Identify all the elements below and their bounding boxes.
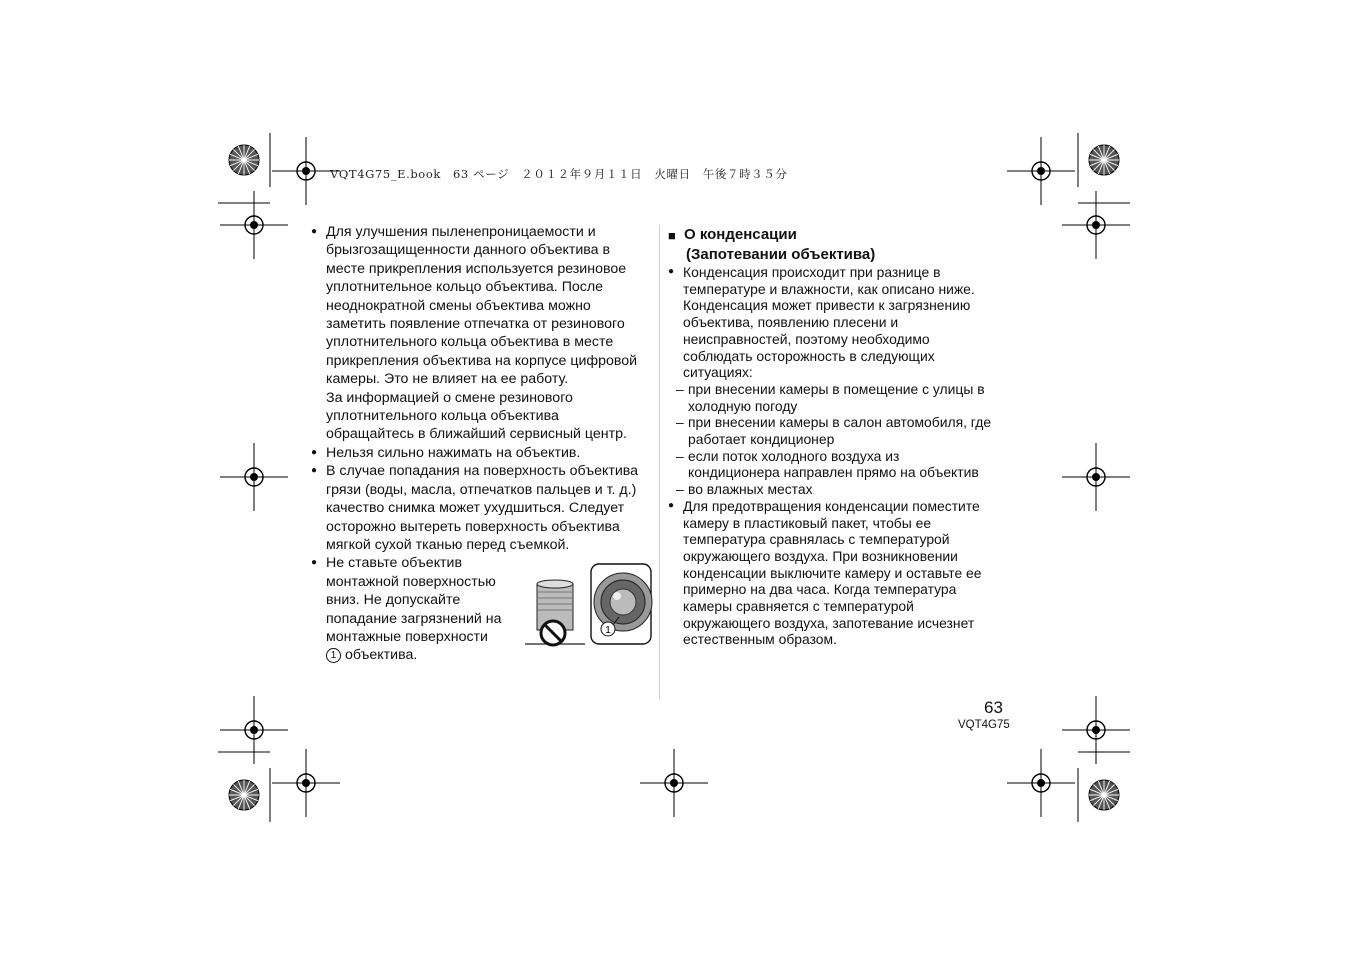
- section-heading-condensation: ■ О конденсации (Запотевании объектива): [668, 226, 876, 263]
- document-code: VQT4G75: [958, 719, 1010, 731]
- registration-star-top-right: [1089, 145, 1119, 175]
- print-slug-header: VQT4G75_E.book 63 ページ ２０１２年９月１１日 火曜日 午後７時３５分: [330, 167, 788, 181]
- registration-star-top-left: [229, 145, 259, 175]
- bullet-prevention: ● Для предотвращения конденсации поместите камеру в пластиковый пакет, чтобы ее температура сравнялась с температурой окружающего воздуха. При возникновении конденсации выключите камеру и оставьте ее примерно на два часа. Когда температура камеры сравняется с температурой окружающего воздуха, запотевание исчезнет естественным образом.: [668, 498, 1013, 648]
- right-column: [668, 225, 1013, 648]
- registration-star-bottom-right: [1089, 780, 1119, 810]
- bullet-mount-down: ● Не ставьте объектив монтажной поверхностью вниз. Не допускайте попадание загрязнений на монтажные поверхности 1 объектива.: [311, 554, 521, 664]
- dash-item-car: – при внесении камеры в салон автомобиля, где работает кондиционер: [676, 414, 992, 448]
- prohibited-icon: [541, 621, 565, 645]
- dash-item-humid: – во влажных местах: [676, 481, 813, 498]
- square-bullet-icon: ■: [668, 228, 676, 243]
- page-number: 63: [984, 698, 1003, 717]
- callout-number: 1: [326, 648, 341, 663]
- bullet-lens-dirt: ● В случае попадания на поверхность объектива грязи (воды, масла, отпечатков пальцев и т. д.) качество снимка может ухудшиться. Следует осторожно вытереть поверхность объектива мягкой сухой тканью перед съемкой.: [311, 462, 656, 554]
- dash-item-air-conditioner: – если поток холодного воздуха из кондиционера направлен прямо на объектив: [676, 447, 979, 481]
- bullet-do-not-press: ● Нельзя сильно нажимать на объектив.: [311, 444, 656, 462]
- bullet-condensation-cause: ● Конденсация происходит при разнице в температуре и влажности, как описано ниже. Конденсация может привести к загрязнению объектива, появлению плесени и неисправностей, поэтому необходимо соблюдать осторожность в следующих ситуациях:: [668, 264, 1013, 381]
- lens-mount-illustration: [525, 562, 653, 648]
- registration-star-bottom-left: [229, 780, 259, 810]
- dash-item-cold-weather: – при внесении камеры в помещение с улицы в холодную погоду: [676, 380, 985, 414]
- figure-callout-label: 1: [605, 625, 611, 636]
- column-divider: [659, 225, 660, 700]
- bullet-rubber-ring: ● Для улучшения пыленепроницаемости и брызгозащищенности данного объектива в месте прикрепления используется резиновое уплотнительное кольцо объектива. После неоднократной смены объектива можно заметить появление отпечатка от резинового уплотнительного кольца объектива в месте прикрепления объектива на корпусе цифровой камеры. Это не влияет на ее работу. За информацией о смене резинового уплотнительного кольца объектива обращайтесь в ближайший сервисный центр.: [311, 223, 656, 444]
